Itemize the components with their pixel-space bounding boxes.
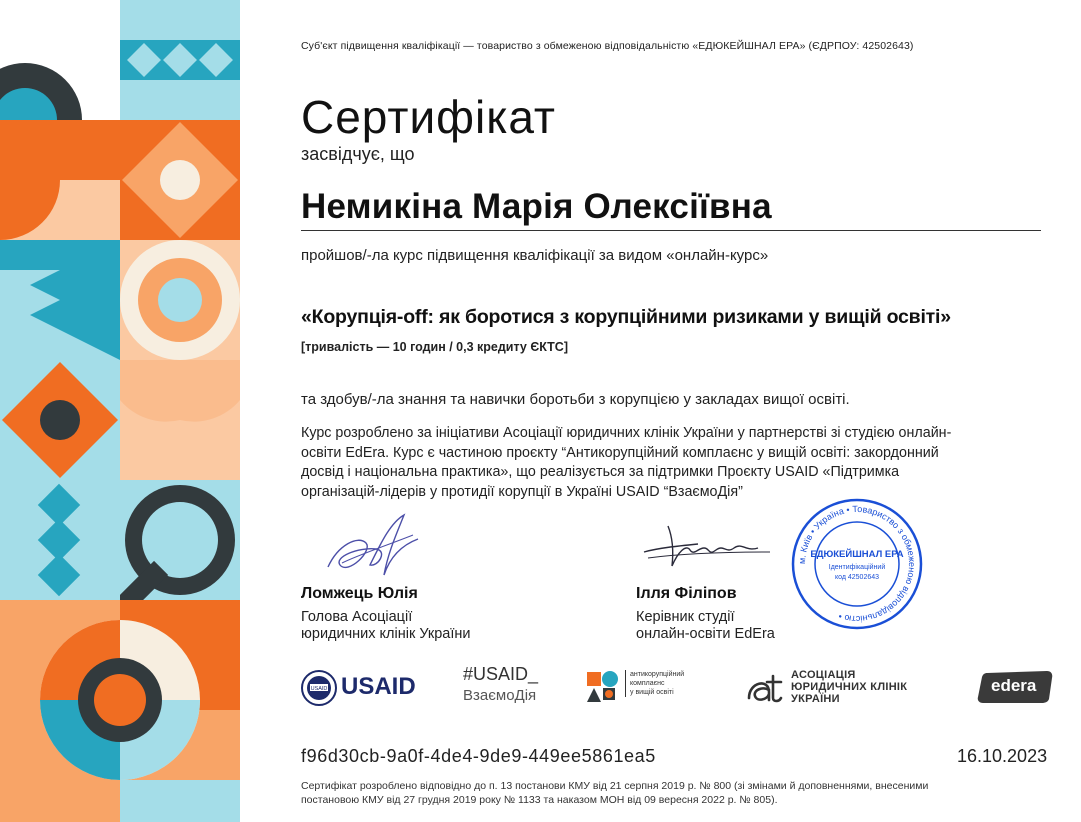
legal-footnote [301, 779, 1061, 807]
recipient-name: Немикіна Марія Олексіївна [301, 187, 772, 226]
issuer-line: Суб'єкт підвищення кваліфікації — товариство з обмеженою відповідальністю «ЕДЮКЕЙШНАЛ ЕРА» (ЄДРПОУ: 42502643) [301, 40, 914, 52]
description-line: Курс розроблено за ініціативи Асоціації юридичних клінік України у партнерстві зі студією онлайн- [301, 425, 952, 441]
description-line: організацій-лідерів у протидії корупції в Україні USAID “ВзаємоДія” [301, 483, 743, 500]
completed-text: пройшов/-ла курс підвищення кваліфікації за видом «онлайн-курс» [301, 247, 769, 264]
name-underline [301, 230, 1041, 231]
description-line: освіти EdEra. Курс є частиною проєкту “Антикорупційний комплаєнс у вищій освіті: закордонний [301, 444, 939, 461]
compliance-text: антикорупційний комплаєнс у вищій освіті [625, 670, 684, 697]
certificate-id: f96d30cb-9a0f-4de4-9de9-449ee5861ea5 [301, 746, 656, 766]
usaid-logo [301, 670, 426, 706]
stamp-center-code: код 42502643 [834, 574, 880, 581]
official-stamp [790, 497, 924, 631]
signature-filipov [638, 508, 778, 578]
certifies-text: засвідчує, що [301, 144, 415, 164]
course-description [301, 424, 1061, 502]
signatory-2-role-line: онлайн-освіти EdEra [636, 626, 775, 642]
anticorruption-compliance-logo [585, 668, 710, 708]
decorative-pattern-panel [0, 0, 240, 822]
stamp-center-title: ЕДЮКЕЙШНАЛ ЕРА [810, 549, 904, 560]
association-mark-icon [745, 668, 785, 706]
stamp-center-sub: Ідентифікаційний [828, 564, 886, 571]
skills-gained-text: та здобув/-ла знання та навички боротьби з корупцією у закладах вищої освіті. [301, 391, 850, 408]
course-title: «Корупція-off: як боротися з корупційними ризиками у вищій освіті» [301, 306, 951, 328]
signatory-1-role-line: юридичних клінік України [301, 626, 471, 642]
issue-date: 16.10.2023 [957, 746, 1048, 766]
signatory-2-role [636, 609, 775, 643]
description-line: досвід і національна практика», що реалізується за підтримки Проєкту USAID «Підтримка [301, 464, 900, 480]
signatory-1-role-line: Голова Асоціації [301, 609, 413, 625]
svg-text:USAID: USAID [310, 686, 328, 692]
certificate-title: Сертифікат [301, 91, 556, 143]
vzaemodia-name: ВзаємоДія [463, 687, 537, 704]
signatory-1-name: Ломжець Юлія [301, 585, 418, 602]
signature-lomzhets [318, 505, 428, 585]
vzaemodia-hashtag: #USAID_ [463, 664, 539, 684]
signatory-2-role-line: Керівник студії [636, 609, 735, 625]
footnote-line: Сертифікат розроблено відповідно до п. 13 постанови КМУ від 21 серпня 2019 р. № 800 (зі змінами й доповненнями, внесеними [301, 780, 929, 792]
signatory-2-name: Ілля Філіпов [636, 585, 737, 602]
footnote-line: постановою КМУ від 27 грудня 2019 року № 1133 та наказом МОН від 09 вересня 2022 р. № 805). [301, 794, 778, 806]
usaid-wordmark: USAID [341, 673, 416, 700]
usaid-seal-icon [301, 670, 337, 706]
association-text: АСОЦІАЦІЯ ЮРИДИЧНИХ КЛІНІК УКРАЇНИ [791, 669, 908, 705]
vzaemodia-logo [463, 664, 553, 704]
course-duration: [тривалість — 10 годин / 0,3 кредиту ЄКТС] [301, 340, 568, 354]
edera-logo [977, 669, 1053, 705]
edera-wordmark: edera [991, 676, 1037, 695]
legal-clinics-association-logo [745, 668, 945, 708]
stamp-ring-text: м. Київ • Україна • Товариство з обмеженою відповідальністю • [796, 503, 918, 625]
compliance-mark-icon [585, 668, 623, 704]
signatory-1-role [301, 609, 471, 643]
